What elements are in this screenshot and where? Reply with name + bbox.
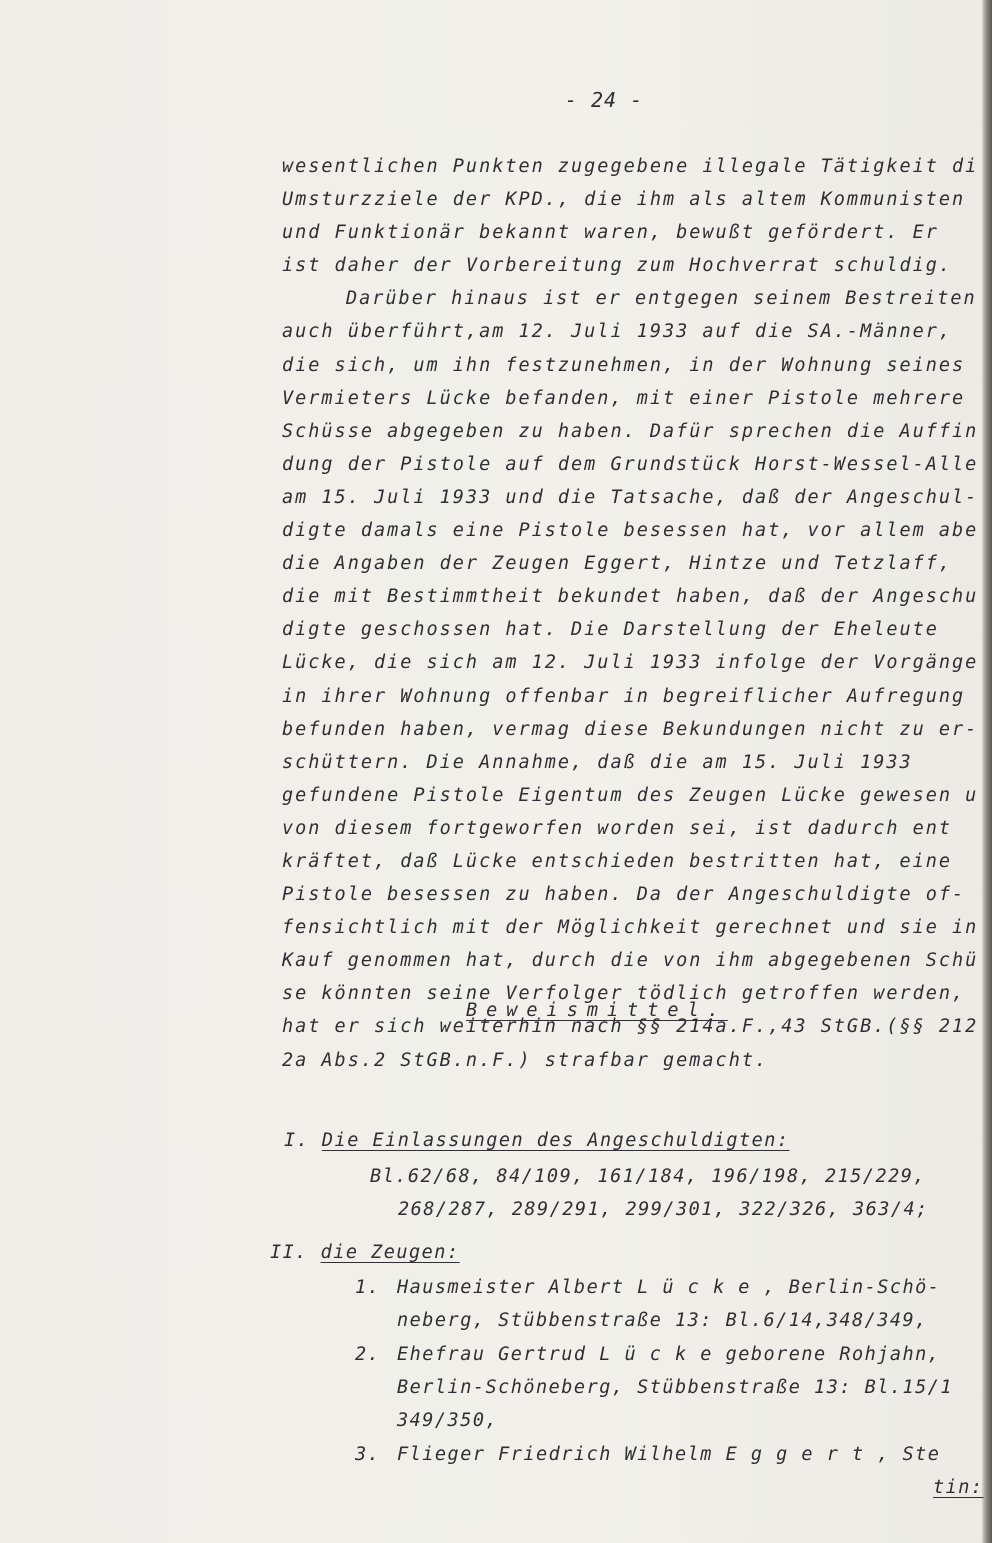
paragraph-line: 2a Abs.2 StGB.n.F.) strafbar gemacht. [282,1049,769,1071]
section-ii-label: II. [270,1242,308,1263]
section-i-title: Die Einlassungen des Angeschuldigten: [321,1130,790,1151]
paragraph-line: Kauf genommen hat, durch die von ihm abgegebenen Schü [282,950,979,972]
paragraph-line: die Angaben der Zeugen Eggert, Hintze und Tetzlaff, [282,553,953,575]
paragraph-line: Pistole besessen zu haben. Da der Angeschuldigte of- [282,884,966,906]
paragraph-line: schüttern. Die Annahme, daß die am 15. Juli 1933 [282,751,913,773]
evidence-heading: Beweismittel. [466,1000,728,1021]
paragraph-line: digte damals eine Pistole besessen hat, vor allem abe [282,520,979,542]
witness-line: 349/350, [397,1410,499,1431]
paragraph-line: Darüber hinaus ist er entgegen seinem Bestreiten [346,288,977,310]
reference-line: Bl.62/68, 84/109, 161/184, 196/198, 215/229, [370,1166,927,1187]
witness-number: 1. [355,1277,381,1298]
witness-entry [355,1438,992,1504]
paragraph-line: auch überführt,am 12. Juli 1933 auf die SA.-Männer, [282,321,953,343]
section-i-header [284,1130,790,1151]
section-ii-title: die Zeugen: [320,1242,460,1263]
paragraph-line: die mit Bestimmtheit bekundet haben, daß der Angeschu [282,586,979,608]
paragraph-line: ist daher der Vorbereitung zum Hochverrat schuldig. [282,255,953,277]
witness-line: tin: [933,1477,984,1498]
paragraph-line: wesentlichen Punkten zugegebene illegale Tätigkeit di [282,156,979,177]
paragraph-line: Lücke, die sich am 12. Juli 1933 infolge der Vorgänge [282,652,979,674]
paragraph-line: hat er sich weiterhin nach §§ 214a.F.,43 StGB.(§§ 212 [282,1016,979,1038]
witness-line: Berlin-Schöneberg, Stübbenstraße 13: Bl.15/1 [397,1377,954,1398]
witness-entry [355,1271,992,1337]
paragraph-line: digte geschossen hat. Die Darstellung der Eheleute [282,619,939,641]
witness-line: Flieger Friedrich Wilhelm E g g e r t , Ste [397,1444,941,1465]
paragraph-line: fensichtlich mit der Möglichkeit gerechnet und sie in [282,917,979,939]
witness-line: neberg, Stübbenstraße 13: Bl.6/14,348/349, [397,1310,928,1331]
paragraph-line: von diesem fortgeworfen worden sei, ist dadurch ent [282,817,953,839]
paragraph-line: und Funktionär bekannt waren, bewußt gefördert. Er [282,222,939,244]
main-paragraph [282,150,982,1077]
page-number: - 24 - [564,88,644,112]
paragraph-line: befunden haben, vermag diese Bekundungen nicht zu er- [282,718,979,740]
witness-number: 3. [355,1444,381,1465]
section-ii-header [270,1242,460,1263]
paragraph-line: Umsturzziele der KPD., die ihm als altem Kommunisten [282,189,966,211]
witness-line: Ehefrau Gertrud L ü c k e geborene Rohjahn, [397,1344,941,1365]
section-i-label: I. [284,1130,310,1151]
paragraph-line: Vermieters Lücke befanden, mit einer Pistole mehrere [282,387,966,409]
reference-line: 268/287, 289/291, 299/301, 322/326, 363/4; [398,1199,929,1220]
witness-entry [355,1338,992,1437]
paragraph-line: kräftet, daß Lücke entschieden bestritten hat, eine [282,850,953,872]
paragraph-line: Schüsse abgegeben zu haben. Dafür sprechen die Auffin [282,420,979,442]
paragraph-line: gefundene Pistole Eigentum des Zeugen Lücke gewesen u [282,784,979,806]
paragraph-line: am 15. Juli 1933 und die Tatsache, daß der Angeschul- [282,486,979,508]
paragraph-line: dung der Pistole auf dem Grundstück Horst-Wessel-Alle [282,453,979,475]
paragraph-line: die sich, um ihn festzunehmen, in der Wohnung seines [282,354,966,376]
paragraph-line: se könnten seine Verfolger tödlich getroffen werden, [282,983,966,1005]
section-i-references [370,1160,990,1226]
witness-number: 2. [355,1344,381,1365]
paragraph-line: in ihrer Wohnung offenbar in begreiflicher Aufregung [282,685,966,707]
witness-line: Hausmeister Albert L ü c k e , Berlin-Schö- [397,1277,941,1298]
